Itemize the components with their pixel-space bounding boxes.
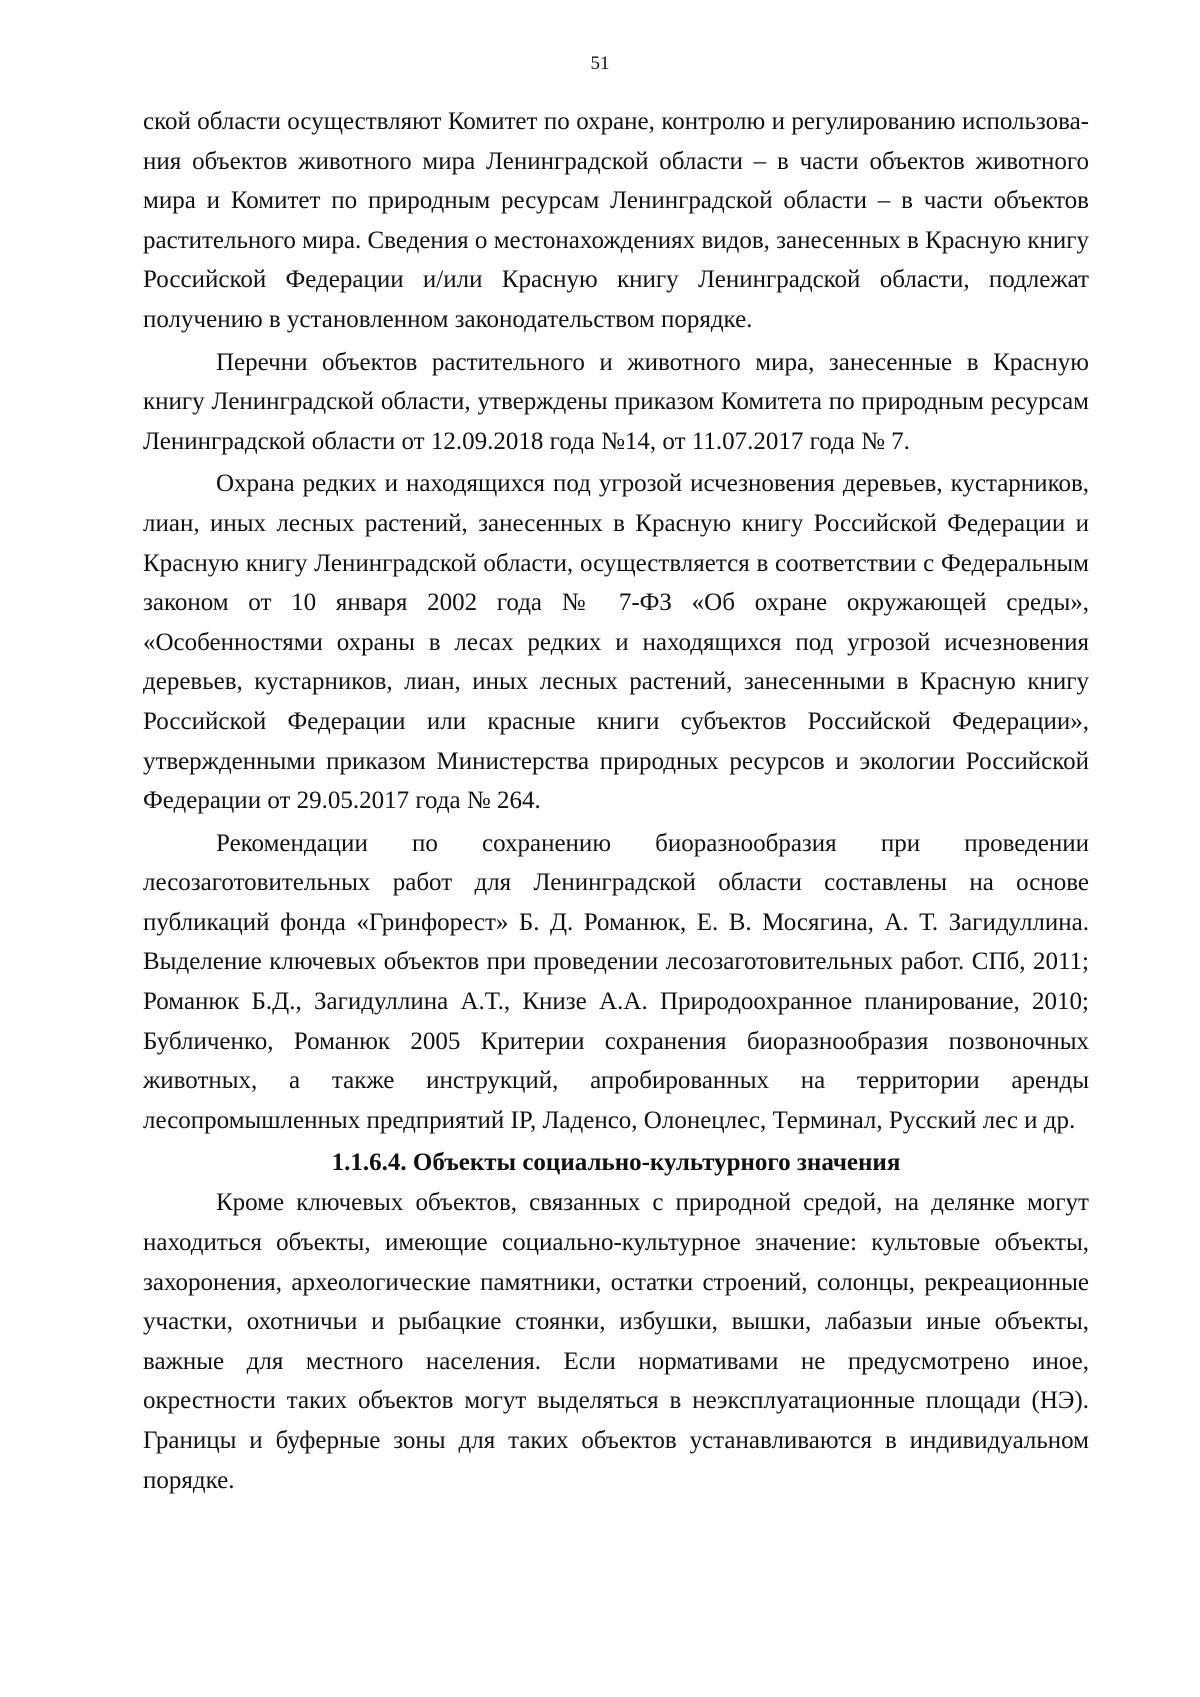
- section-heading: 1.1.6.4. Объекты социально-культурного значения: [331, 1149, 901, 1177]
- paragraph-red-book-lists: Перечни объектов растительного и животного мира, занесенные в Красную книгу Ленинградской области, утверждены приказом Комитета по природным ресурсам Ленинградской области от 12.09.2018 года №14, от 11.07.2017 года № 7.: [143, 348, 1089, 455]
- paragraph-social-cultural-objects: Кроме ключевых объектов, связанных с природной средой, на делянке могут находиться объекты, имеющие социально-культурное значение: культовые объекты, захоронения, археологические памятники, остатки строений, солонцы, рекреационные участки, охотничьи и рыбацкие стоянки, избушки, вышки, лабазыи иные объекты, важные для местного населения. Если нормативами не предусмотрено иное, окрестности таких объектов могут выделяться в неэксплуатационные площади (НЭ). Границы и буферные зоны для таких объектов устанавливаются в индивидуальном порядке.: [143, 1189, 1089, 1494]
- paragraph-continuation: ской области осуществляют Комитет по охране, контролю и регулированию использования объектов животного мира Ленинградской области – в части объектов животного мира и Комитет по природным ресурсам Ленинградской области – в части объектов растительного мира. Сведения о местонахождениях видов, занесенных в Красную книгу Российской Федерации и/или Красную книгу Ленинградской области, подлежат получению в установленном законодательством порядке.: [143, 108, 1089, 333]
- document-body: [143, 102, 1089, 1503]
- page-number: 51: [590, 53, 610, 74]
- paragraph-protection-rules: Охрана редких и находящихся под угрозой исчезновения деревьев, кустарников, лиан, иных лесных растений, занесенных в Красную книгу Российской Федерации и Красную книгу Ленинградской области, осуществляется в соответствии с Федеральным законом от 10 января 2002 года № 7-ФЗ «Об охране окружающей среды», «Особенностями охраны в лесах редких и находящихся под угрозой исчезновения деревьев, кустарников, лиан, иных лесных растений, занесенными в Красную книгу Российской Федерации или красные книги субъектов Российской Федерации», утвержденными приказом Министерства природных ресурсов и экологии Российской Федерации от 29.05.2017 года № 264.: [143, 470, 1089, 815]
- paragraph-biodiversity-recommendations: Рекомендации по сохранению биоразнообразия при проведении лесозаготовительных работ для Ленинградской области составлены на основе публикаций фонда «Гринфорест» Б. Д. Романюк, Е. В. Мосягина, А. Т. Загидуллина. Выделение ключевых объектов при проведении лесозаготовительных работ. СПб, 2011; Романюк Б.Д., Загидуллина А.Т., Книзе А.А. Природоохранное планирование, 2010; Бубличенко, Романюк 2005 Критерии сохранения биоразнообразия позвоночных животных, а также инструкций, апробированных на территории аренды лесопромышленных предприятий IP, Ладенсо, Олонецлес, Терминал, Русский лес и др.: [143, 829, 1089, 1134]
